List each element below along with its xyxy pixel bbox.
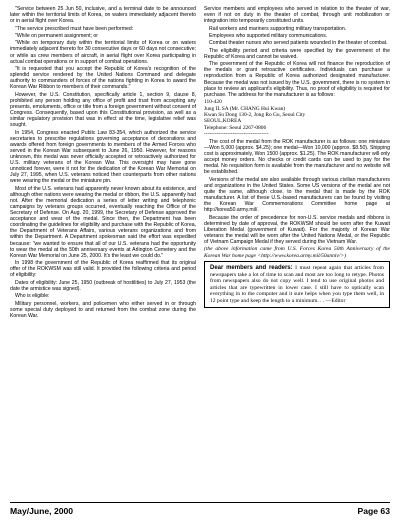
address-line: SEOUL,KOREA [204, 118, 242, 125]
paragraph: "Service between 25 Jun 50, inclusive, and a terminal date to be announced later within the territorial limits of Korea, on waters immediately adjacent thereto or in aerial flight over Korea. [10, 6, 196, 25]
paragraph: In 1954, Congress enacted Public Law 83-354, which authorized the service secretaries to prescribe regulations governing acceptance of decorations and awards offered from foreign governments to members of the Armed Forces who served in the Korean War subsequent to June 26, 1950. However, for reasons unknown, this medal was never officially accepted or retroactively authorized for U.S. military veterans of the Korean War. This oversight may have gone unnoticed forever, were it not for the dedication of the Korean War Memorial on July 27, 1995, when U.S. veterans noticed their counterparts from other nations were wearing the medal or the miniature pin. [10, 129, 196, 185]
paragraph: However, the U.S. Constitution, specifically article 1, section 9, clause 8, prohibited any person holding any office of profit and trust from accepting any presents, emoluments, office or title from a foreign government without consent of Congress. Consequently, based upon this Constitutional provision, as well as a similar regulatory provision that was in effect at the time, legislative relief was sought. [10, 91, 196, 129]
paragraph: Because the order of precedence for non-U.S. service medals and ribbons is determined by date of approval, the ROKWSM should be worn after the Kuwait Liberation Medal (government of Kuwait). For the majority of Korean War veterans the medal will be worn after the United Nations Medal, or the Republic of Vietnam Campaign Medal if they served during the Vietnam War. [204, 214, 390, 245]
address-divider: ------------------------------------ [204, 131, 269, 138]
paragraph: The cost of the medal from the ROK manufacturer is as follows: one miniature—Won 5,000 (approx. $4.25); one medal—Won 10,000 (approx. $8.50). Shipping cost is approximately, Won 1500 (approx. $1.25). The ROK manufacturer will only accept money orders. No checks or credit cards can be used to pay for the medal. No requisition form is available from the manufacturer and no website will be established. [204, 138, 390, 176]
editor-notice-box [204, 261, 390, 308]
paragraph: Versions of the medal are also available through various civilian manufacturers and organizations in the United States. Some US versions of the medal are not quite the same, although close, to the medal that is made by the ROK manufacturer. A list of these U.S.-based manufacturers can be found by visiting the Korean War Commemorations Committee home page at http://korea50.army.mil/. [204, 176, 390, 214]
paragraph: Who is eligible: [15, 293, 50, 300]
paragraph: Combat theater nurses who served patients wounded in the theater of combat. [209, 40, 388, 47]
left-column [10, 6, 196, 320]
paragraph: Dates of eligibility: June 25, 1950 (outbreak of hostilities) to July 27, 1953 (the date the armistice was signed). [10, 279, 196, 292]
address-line: Jung IL SA (Mr. CHANG Hui Kwan) [204, 105, 286, 112]
notice-body: I must repeat again that articles from newspapers take a lot of time to scan and most are too long to retype. Photos from newspapers also do not copy well. I tend to use original photos and articles that are typewritten in lower case. I still have to optically scan everything in to the computer and it sure helps when you type them well, in 12 point type and keep the length to a minimum. . . —Editor [210, 265, 385, 304]
paragraph: Service members and employees who served in relation to the theater of war, even if not on duty in the theater of combat, through unit mobilization or integration into temporarily constituted units. [204, 6, 390, 25]
issue-date: May/June, 2000 [10, 506, 74, 516]
paragraph: "While on permanent assignment; or [15, 32, 98, 39]
paragraph: "While on temporary duty within the territorial limits of Korea or on waters immediately adjacent thereto for 30 consecutive days or 60 days not consecutive; or while as crew members of aircraft, in aerial flight over Korea participating in actual combat operations or in support of combat operations. [10, 40, 196, 65]
paragraph: Employees who supported military communications. [209, 32, 328, 39]
paragraph: "It is requested that you accept the Republic of Korea's recognition of the splendid service rendered by the United Nations Command and delegate authority to commanders of forces of the nations fighting in Korea to award the Korean War Ribbon to members of their commands." [10, 66, 196, 91]
right-column [204, 6, 390, 308]
notice-heading: Dear members and readers: [210, 265, 293, 272]
page-number: Page 63 [357, 506, 390, 516]
paragraph: The government of the Republic of Korea will not finance the reproduction of the medals or grant retroactive certificates. Individuals can purchase a reproduction from a Republic of Korea authorized designated manufacturer. Because the medal was not issued by the U.S. government, there is no system in place to review an applicant's eligibility. Thus, no proof of eligibility is required for purchase. The address for the manufacturer is as follows: [204, 61, 390, 98]
source-note: (the above information came from U.S. Forces Korea 50th Anniversary of the Korean War home page <http://www.korea.army.mil/50anniv/>) [204, 246, 390, 259]
address-line: Telephone: Seoul 2267-0806 [204, 124, 267, 131]
paragraph: In 1998 the government of the Republic of Korea reaffirmed that its original offer of the ROKWSM was still valid. It provided the following criteria and period of eligibility: [10, 260, 196, 279]
paragraph: Rail workers and mariners supporting military transportation. [209, 25, 347, 32]
address-line: Kwan Su Dong 130-2, Jong Ro Gu, Seoul City [204, 111, 306, 118]
paragraph: "The service prescribed must have been performed: [15, 25, 134, 32]
manufacturer-address [204, 99, 390, 137]
paragraph: Military personnel, workers, and policemen who either served in or through some special duty deployed to and returned from the combat zone during the Korean War. [10, 300, 196, 319]
paragraph: The eligibility period and criteria were specified by the government of the Republic of Korea and cannot be waived. [204, 47, 390, 60]
article-page [10, 6, 390, 496]
address-line: 110-420 [204, 99, 222, 106]
paragraph: Most of the U.S. veterans had apparently never known about its existence, and although other nations were wearing the medal or ribbon, the U.S. apparently had not. After the memorial dedication a series of letter writing and telephonic campaigns by veterans groups occurred, eventually reaching the Office of the Secretary of Defense. On Aug. 20, 1999, the Secretary of Defense approved the acceptance and wear of the medal. Since then, the Department has been coordinating the guidelines for eligibility and purchase with the Republic of Korea, the Department of Veterans Affairs, various veterans organizations and from within the Department. A Department spokesman said the effort was expedited because: "we wanted to ensure that all of our U.S. veterans had the opportunity to wear the medal at the 50th anniversary events at Arlington Cemetery and the Korean War Memorial on June 25, 2000. It's the least we could do." [10, 185, 196, 259]
footer-divider [10, 502, 390, 503]
